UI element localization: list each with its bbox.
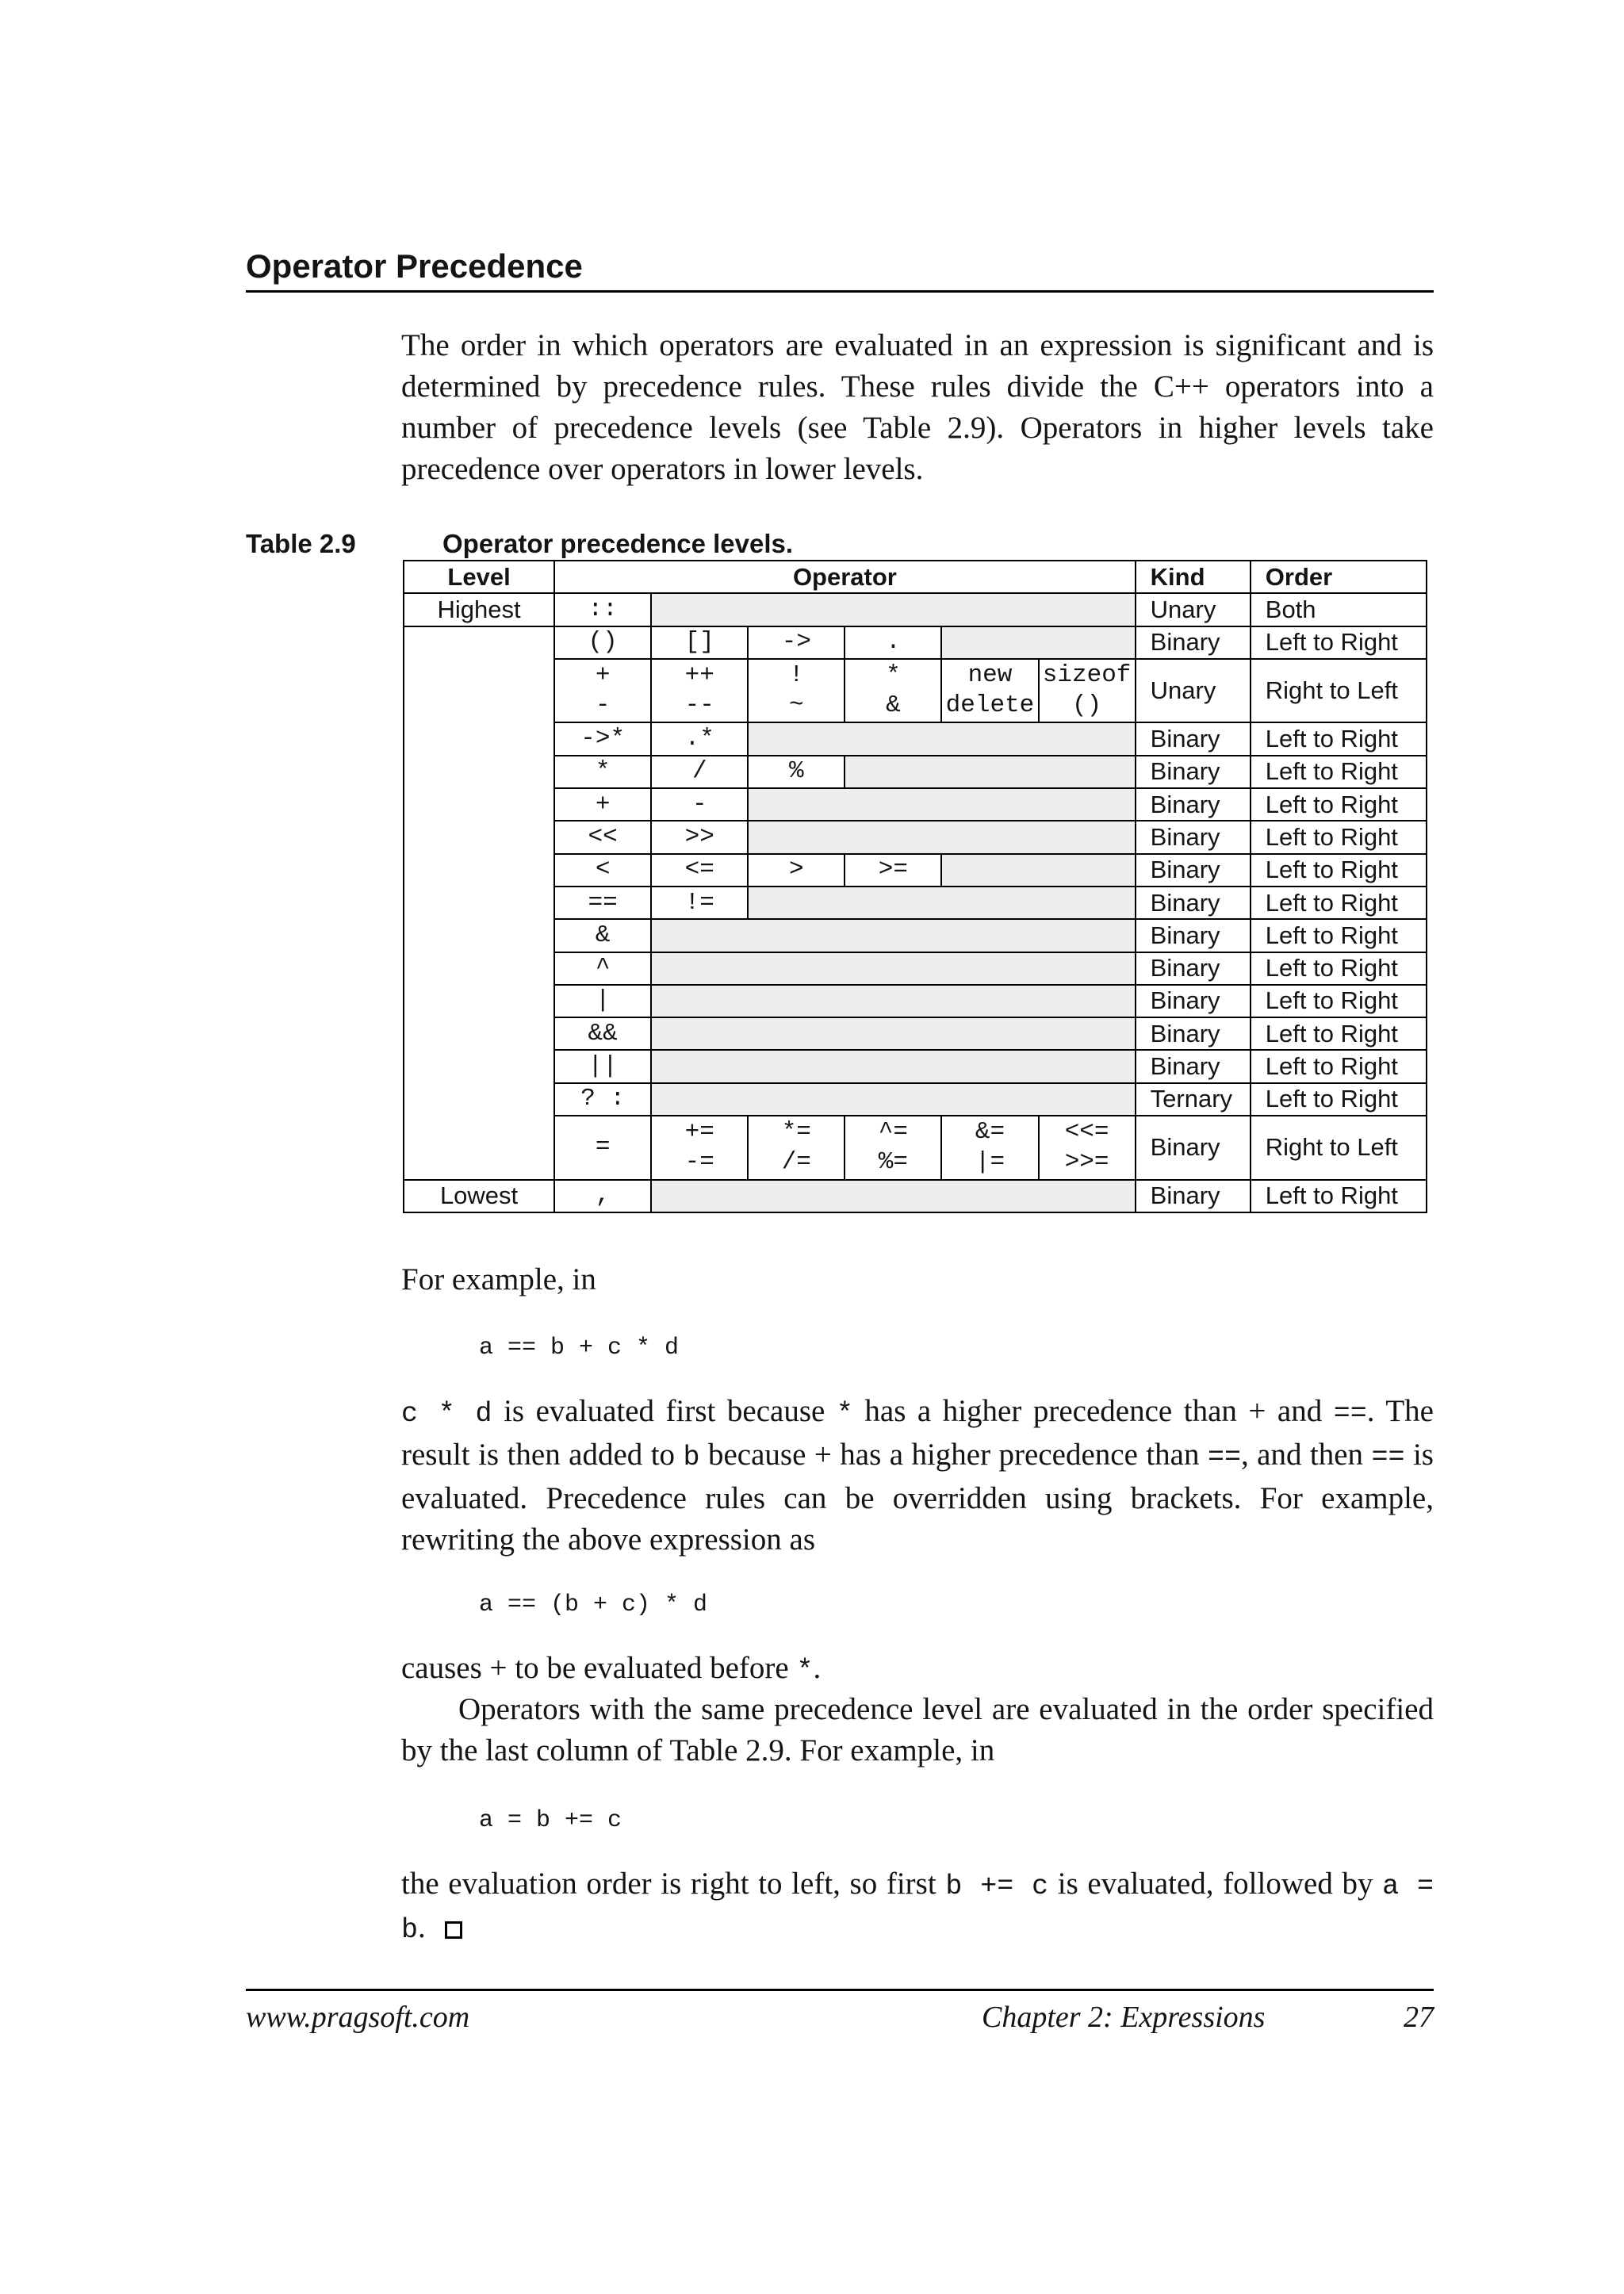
operator-cell [651, 659, 748, 723]
order-cell: Left to Right [1251, 722, 1427, 755]
operator-symbol: <<= [1064, 1118, 1109, 1147]
operator-cell [941, 1116, 1038, 1180]
operator-symbol: -- [684, 691, 714, 720]
empty-operator-cell [651, 1083, 1135, 1116]
table-number: Table 2.9 [246, 529, 356, 558]
table-row [404, 626, 1427, 659]
order-cell: Left to Right [1251, 788, 1427, 821]
operator-cell [748, 659, 845, 723]
kind-cell: Binary [1136, 985, 1251, 1017]
example-intro: For example, in [401, 1262, 596, 1296]
operator-cell: . [845, 626, 941, 659]
kind-cell: Binary [1136, 756, 1251, 788]
precedence-table [403, 560, 1427, 1213]
table-row [404, 756, 1427, 788]
operator-cell: = [554, 1116, 651, 1180]
inline-code: b += c [945, 1871, 1049, 1902]
operator-cell: & [554, 919, 651, 952]
empty-operator-cell [748, 887, 1135, 919]
operator-cell [748, 1116, 845, 1180]
operator-symbol: & [886, 691, 901, 720]
text: . [813, 1651, 822, 1685]
table-row [404, 1050, 1427, 1082]
operator-cell: () [554, 626, 651, 659]
column-header: Order [1251, 561, 1427, 593]
inline-code: == [1371, 1442, 1405, 1473]
order-cell: Left to Right [1251, 1180, 1427, 1212]
order-cell: Right to Left [1251, 1116, 1427, 1180]
operator-cell: && [554, 1017, 651, 1050]
order-cell: Left to Right [1251, 952, 1427, 985]
operator-cell: ->* [554, 722, 651, 755]
operator-symbol: *= [781, 1118, 811, 1147]
operator-symbol: new [967, 661, 1013, 690]
operator-cell: , [554, 1180, 651, 1212]
operator-cell: > [748, 854, 845, 887]
operator-cell: <= [651, 854, 748, 887]
empty-operator-cell [651, 919, 1135, 952]
table-row [404, 722, 1427, 755]
operator-symbol: () [1071, 691, 1102, 720]
empty-operator-cell [941, 626, 1135, 659]
empty-operator-cell [845, 756, 1135, 788]
operator-cell: .* [651, 722, 748, 755]
kind-cell: Binary [1136, 887, 1251, 919]
operator-cell: != [651, 887, 748, 919]
kind-cell: Ternary [1136, 1083, 1251, 1116]
order-cell: Left to Right [1251, 854, 1427, 887]
empty-operator-cell [651, 1017, 1135, 1050]
empty-operator-cell [651, 1180, 1135, 1212]
kind-cell: Binary [1136, 1180, 1251, 1212]
operator-cell: -> [748, 626, 845, 659]
empty-operator-cell [651, 1050, 1135, 1082]
operator-symbol: >>= [1064, 1148, 1109, 1177]
operator-cell: || [554, 1050, 651, 1082]
inline-operator: + [814, 1438, 832, 1472]
operator-cell: ^ [554, 952, 651, 985]
operator-cell [845, 659, 941, 723]
operator-symbol: sizeof [1042, 661, 1132, 690]
page-title: Operator Precedence [246, 247, 583, 285]
order-cell: Left to Right [1251, 919, 1427, 952]
order-cell: Left to Right [1251, 1083, 1427, 1116]
operator-cell: << [554, 821, 651, 853]
footer-website: www.pragsoft.com [246, 2001, 470, 2034]
table-row [404, 821, 1427, 853]
level-lowest: Lowest [404, 1180, 554, 1212]
table-row [404, 593, 1427, 626]
operator-symbol: ! [789, 661, 804, 690]
operator-cell [651, 1116, 748, 1180]
operator-symbol: -= [684, 1148, 714, 1177]
empty-operator-cell [651, 593, 1135, 626]
table-row [404, 659, 1427, 723]
order-cell: Right to Left [1251, 659, 1427, 723]
empty-operator-cell [748, 821, 1135, 853]
operator-cell [554, 659, 651, 723]
end-of-section-box-icon [445, 1921, 462, 1939]
operator-symbol: ++ [684, 661, 714, 690]
table-row [404, 1116, 1427, 1180]
inline-code: == [1207, 1442, 1241, 1473]
operator-cell: | [554, 985, 651, 1017]
level-highest: Highest [404, 593, 554, 626]
operator-symbol: += [684, 1118, 714, 1147]
kind-cell: Unary [1136, 659, 1251, 723]
footer-chapter: Chapter 2: Expressions [982, 2001, 1266, 2034]
inline-operator: + [1248, 1394, 1266, 1428]
operator-cell: + [554, 788, 651, 821]
code-example-2: a == (b + c) * d [479, 1591, 708, 1618]
section-heading [246, 246, 1434, 293]
kind-cell: Binary [1136, 1116, 1251, 1180]
operator-cell: < [554, 854, 651, 887]
table-row [404, 1083, 1427, 1116]
inline-code: * [796, 1655, 814, 1687]
operator-symbol: |= [975, 1148, 1005, 1177]
operator-symbol: /= [781, 1148, 811, 1177]
kind-cell: Binary [1136, 1017, 1251, 1050]
operator-symbol: - [595, 691, 611, 720]
operator-cell: * [554, 756, 651, 788]
order-cell: Left to Right [1251, 887, 1427, 919]
text: has a higher precedence than [831, 1438, 1208, 1472]
column-header: Level [404, 561, 554, 593]
kind-cell: Binary [1136, 854, 1251, 887]
text: the evaluation order is right to left, so first [401, 1867, 946, 1901]
operator-symbol: delete [945, 691, 1035, 720]
text: is evaluated, followed by [1048, 1867, 1383, 1901]
operator-symbol: + [595, 661, 611, 690]
text: . [418, 1910, 426, 1944]
table-row [404, 919, 1427, 952]
explanation-paragraph [401, 1391, 1434, 1561]
order-cell: Left to Right [1251, 985, 1427, 1017]
brackets-paragraph [401, 1648, 1434, 1691]
kind-cell: Binary [1136, 626, 1251, 659]
inline-code: * [836, 1398, 853, 1430]
level-span [404, 626, 554, 1180]
inline-code: b [683, 1442, 700, 1473]
kind-cell: Unary [1136, 593, 1251, 626]
same-level-paragraph: Operators with the same precedence level are evaluated in the order specified by the last column of Table 2.9. For example, in [401, 1692, 1434, 1767]
table-row [404, 854, 1427, 887]
operator-symbol: %= [878, 1148, 908, 1177]
footer-page-number: 27 [1404, 2001, 1434, 2034]
text: to be evaluated before [507, 1651, 797, 1685]
empty-operator-cell [748, 722, 1135, 755]
order-cell: Left to Right [1251, 756, 1427, 788]
evaluation-order-paragraph [401, 1863, 1434, 1951]
kind-cell: Binary [1136, 788, 1251, 821]
text: causes [401, 1651, 490, 1685]
table-row [404, 985, 1427, 1017]
code-example-3: a = b += c [479, 1807, 622, 1834]
kind-cell: Binary [1136, 952, 1251, 985]
order-cell: Left to Right [1251, 626, 1427, 659]
operator-cell: [] [651, 626, 748, 659]
operator-cell: :: [554, 593, 651, 626]
operator-symbol: ~ [789, 691, 804, 720]
inline-code: == [1333, 1398, 1367, 1430]
text: is evaluated first because [492, 1394, 837, 1428]
table-header-row [404, 561, 1427, 593]
table-row [404, 887, 1427, 919]
kind-cell: Binary [1136, 821, 1251, 853]
table-row [404, 952, 1427, 985]
column-header: Operator [554, 561, 1136, 593]
operator-symbol: * [886, 661, 901, 690]
text: is evaluated. Precedence rules can be overridden using brackets. For example, rewriting the above expression as [401, 1438, 1434, 1557]
inline-code: c * d [401, 1398, 492, 1430]
empty-operator-cell [651, 985, 1135, 1017]
code-example-1: a == b + c * d [479, 1335, 680, 1361]
text: because [699, 1438, 814, 1472]
text: , and then [1240, 1438, 1372, 1472]
table-title: Operator precedence levels. [442, 529, 794, 558]
operator-cell: / [651, 756, 748, 788]
kind-cell: Binary [1136, 919, 1251, 952]
operator-cell: - [651, 788, 748, 821]
kind-cell: Binary [1136, 722, 1251, 755]
order-cell: Left to Right [1251, 821, 1427, 853]
inline-operator: + [489, 1651, 508, 1685]
table-row [404, 1017, 1427, 1050]
operator-cell [845, 1116, 941, 1180]
order-cell: Left to Right [1251, 1050, 1427, 1082]
operator-symbol: &= [975, 1118, 1005, 1147]
operator-cell [1039, 1116, 1136, 1180]
operator-cell [1039, 659, 1136, 723]
table-row [404, 788, 1427, 821]
empty-operator-cell [941, 854, 1135, 887]
operator-cell [941, 659, 1038, 723]
table-row [404, 1180, 1427, 1212]
text: and [1266, 1394, 1334, 1428]
column-header: Kind [1136, 561, 1251, 593]
intro-paragraph: The order in which operators are evaluated in an expression is significant and is determined by precedence rules. These rules divide the C++ operators into a number of precedence levels (see Table 2.9). Operators in higher levels take precedence over operators in lower levels. [401, 328, 1434, 486]
operator-cell: >= [845, 854, 941, 887]
operator-cell: == [554, 887, 651, 919]
empty-operator-cell [651, 952, 1135, 985]
operator-symbol: ^= [878, 1118, 908, 1147]
text: . The result is then added to [401, 1394, 1434, 1472]
empty-operator-cell [748, 788, 1135, 821]
order-cell: Left to Right [1251, 1017, 1427, 1050]
operator-cell: ? : [554, 1083, 651, 1116]
operator-cell: % [748, 756, 845, 788]
page-footer [246, 1989, 1434, 2034]
kind-cell: Binary [1136, 1050, 1251, 1082]
operator-cell: >> [651, 821, 748, 853]
text: has a higher precedence than [852, 1394, 1249, 1428]
order-cell: Both [1251, 593, 1427, 626]
inline-code: a = b [401, 1871, 1434, 1946]
